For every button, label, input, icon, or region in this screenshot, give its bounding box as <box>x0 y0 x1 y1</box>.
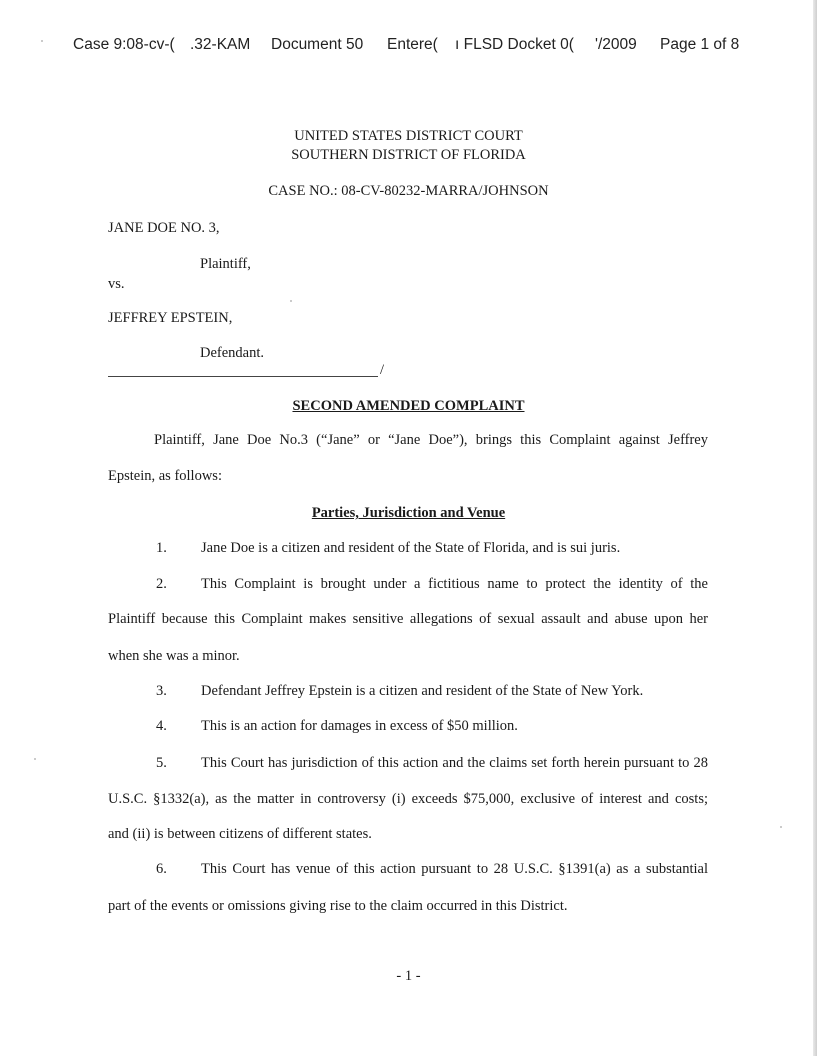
defendant-name: JEFFREY EPSTEIN, <box>108 310 233 326</box>
plaintiff-role: Plaintiff, <box>200 256 251 272</box>
header-docket: ı FLSD Docket 0( <box>455 36 574 53</box>
header-document: Document 50 <box>271 36 364 53</box>
para-text: and (ii) is between citizens of different states. <box>108 826 372 842</box>
scan-speck <box>34 758 36 760</box>
scan-speck <box>290 300 292 302</box>
intro-line-1: Plaintiff, Jane Doe No.3 (“Jane” or “Jane Doe”), brings this Complaint against Jeffrey <box>154 432 708 448</box>
para-number: 6. <box>156 861 167 877</box>
para-text: This Court has venue of this action pursuant to 28 U.S.C. §1391(a) as a substantial <box>201 861 708 877</box>
para-number: 3. <box>156 683 167 699</box>
para-number: 1. <box>156 540 167 556</box>
para-text: This is an action for damages in excess of $50 million. <box>201 718 518 734</box>
para-number: 4. <box>156 718 167 734</box>
header-date: '/2009 <box>595 36 637 53</box>
scan-speck <box>780 826 782 828</box>
intro-line-2: Epstein, as follows: <box>108 468 222 484</box>
caption-slash: / <box>380 362 385 378</box>
para-number: 5. <box>156 755 167 771</box>
para-text: This Court has jurisdiction of this action and the claims set forth herein pursuant to 28 <box>201 755 708 771</box>
court-district: SOUTHERN DISTRICT OF FLORIDA <box>291 147 526 163</box>
para-text: part of the events or omissions giving rise to the claim occurred in this District. <box>108 898 568 914</box>
para-text: U.S.C. §1332(a), as the matter in controversy (i) exceeds $75,000, exclusive of interest and costs; <box>108 791 708 807</box>
court-name: UNITED STATES DISTRICT COURT <box>294 128 523 144</box>
scan-speck <box>41 40 43 42</box>
case-number: CASE NO.: 08-CV-80232-MARRA/JOHNSON <box>268 183 549 199</box>
header-case: Case 9:08-cv-( <box>73 36 175 53</box>
defendant-role: Defendant. <box>200 345 265 361</box>
header-case-suffix: .32-KAM <box>190 36 251 53</box>
para-text: when she was a minor. <box>108 648 240 664</box>
header-entered: Entere( <box>387 36 438 53</box>
versus: vs. <box>108 276 125 292</box>
para-number: 2. <box>156 576 167 592</box>
section-heading: Parties, Jurisdiction and Venue <box>311 505 506 521</box>
para-text: This Complaint is brought under a fictitious name to protect the identity of the <box>201 576 708 592</box>
para-text: Jane Doe is a citizen and resident of the State of Florida, and is sui juris. <box>201 540 621 556</box>
document-title: SECOND AMENDED COMPLAINT <box>292 398 525 414</box>
plaintiff-name: JANE DOE NO. 3, <box>108 220 220 236</box>
caption-rule <box>108 376 378 377</box>
page-number: - 1 - <box>396 968 421 984</box>
para-text: Defendant Jeffrey Epstein is a citizen and resident of the State of New York. <box>201 683 644 699</box>
header-page: Page 1 of 8 <box>660 36 740 53</box>
para-text: Plaintiff because this Complaint makes sensitive allegations of sexual assault and abuse upon her <box>108 611 708 627</box>
